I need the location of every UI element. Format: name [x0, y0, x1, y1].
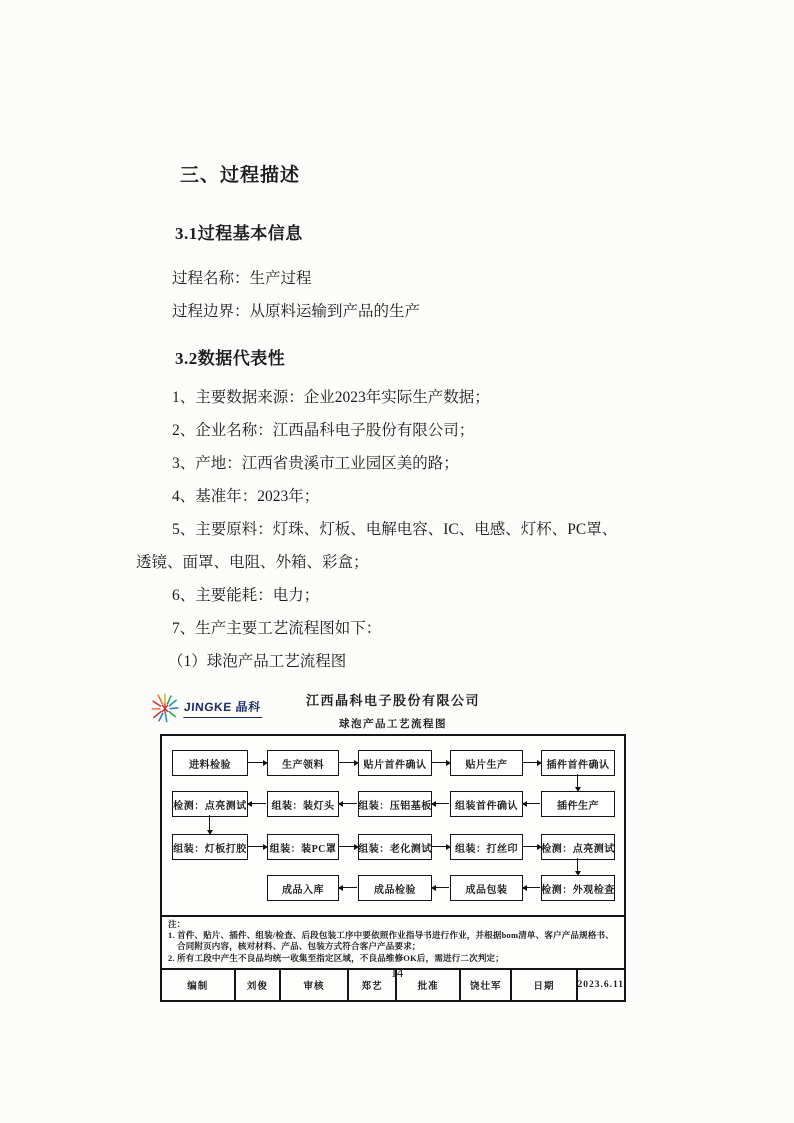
flow-step-material-requisition: 生产领料	[267, 750, 339, 776]
arrow-left-icon	[523, 800, 541, 808]
flow-step-assemble-lamp-cap: 组装：装灯头	[267, 791, 339, 817]
jingke-logo	[148, 690, 263, 726]
arrow-left-icon	[339, 800, 358, 808]
page-number: 14	[390, 966, 404, 980]
flow-step-dip-first-article: 插件首件确认	[541, 750, 615, 776]
process-flowchart	[160, 688, 626, 1002]
flow-step-smt-first-article: 贴片首件确认	[358, 750, 432, 776]
note-item-2: 2. 所有工段中产生不良品均统一收集至指定区域，不良品维修OK后，需进行二次判定；	[168, 952, 504, 963]
arrow-down-icon	[574, 776, 582, 791]
note-item-1: 1. 首件、贴片、插件、组装/检查、后段包装工序中要依照作业指导书进行作业，并根据bom清单、客户产品规格书、合同附页内容，核对材料、产品、包装方式符合客户产品要求；	[168, 930, 614, 952]
arrow-right-icon	[339, 843, 358, 851]
flowchart-grid	[162, 736, 624, 915]
flow-step-silk-printing: 组装：打丝印	[450, 834, 523, 860]
flow-step-packaging: 成品包装	[450, 875, 523, 901]
flow-step-assembly-first-article: 组装首件确认	[450, 791, 523, 817]
arrow-right-icon	[523, 759, 541, 767]
data-item-6: 6、主要能耗：电力；	[172, 587, 320, 604]
logo-wordmark: JINGKE 晶科	[183, 698, 263, 718]
flow-step-press-aluminum-board: 组装：压铝基板	[358, 791, 432, 817]
flow-step-smt-production: 贴片生产	[450, 750, 523, 776]
process-boundary-line: 过程边界：从原料运输到产品的生产	[172, 303, 421, 320]
flow-step-aging-test: 组装：老化测试	[358, 834, 432, 860]
sig-value-prepared-by: 刘俊	[234, 970, 280, 1000]
flow-step-lighting-test: 检测：点亮测试	[172, 791, 248, 817]
sig-value-reviewed-by: 郑艺	[347, 970, 395, 1000]
flow-step-board-gluing: 组装：灯板打胶	[172, 834, 248, 860]
flow-step-appearance-check: 检测：外观检查	[541, 875, 615, 901]
arrow-right-icon	[248, 759, 267, 767]
data-item-2: 2、企业名称：江西晶科电子股份有限公司；	[172, 422, 475, 439]
arrow-right-icon	[432, 843, 450, 851]
flow-step-assemble-pc-cover: 组装：装PC罩	[267, 834, 339, 860]
process-name-line: 过程名称：生产过程	[172, 270, 312, 287]
company-name: 江西晶科电子股份有限公司	[305, 693, 480, 708]
sub-item-1: （1）球泡产品工艺流程图	[168, 653, 347, 670]
document-body	[135, 160, 667, 1002]
arrow-right-icon	[248, 843, 267, 851]
data-item-4: 4、基准年：2023年；	[172, 488, 320, 505]
flowchart-notes	[162, 915, 624, 968]
arrow-down-icon	[206, 817, 214, 834]
sig-label-prepared-by: 编制	[187, 981, 209, 992]
data-item-7: 7、生产主要工艺流程图如下：	[172, 620, 382, 637]
data-item-3: 3、产地：江西省贵溪市工业园区美的路；	[172, 455, 459, 472]
flow-step-final-inspection: 成品检验	[358, 875, 432, 901]
notes-label: 注：	[168, 919, 186, 929]
chapter-title: 三、过程描述	[180, 165, 301, 186]
starburst-icon	[148, 690, 182, 726]
flow-step-dip-production: 插件生产	[541, 791, 615, 817]
sig-label-date: 日期	[510, 970, 575, 1000]
data-item-5: 5、主要原料：灯珠、灯板、电解电容、IC、电感、灯杯、PC罩、	[172, 521, 618, 538]
arrow-right-icon	[432, 759, 450, 767]
data-item-1: 1、主要数据来源：企业2023年实际生产数据；	[172, 389, 490, 406]
sig-label-approved-by: 批准	[395, 970, 459, 1000]
sig-label-reviewed-by: 审核	[279, 970, 347, 1000]
section-heading-3-1: 3.1过程基本信息	[175, 224, 303, 243]
flowchart-header	[160, 688, 626, 732]
arrow-left-icon	[432, 884, 450, 892]
arrow-left-icon	[432, 800, 450, 808]
flowchart-title: 球泡产品工艺流程图	[339, 719, 447, 730]
arrow-right-icon	[523, 843, 541, 851]
sig-value-approved-by: 饶壮军	[459, 970, 510, 1000]
arrow-left-icon	[339, 884, 358, 892]
flow-step-lighting-test-2: 检测：点亮测试	[541, 834, 615, 860]
flow-step-warehouse-in: 成品入库	[267, 875, 339, 901]
data-item-5-continued: 透镜、面罩、电阻、外箱、彩盒；	[136, 554, 369, 571]
arrow-left-icon	[248, 800, 267, 808]
sig-value-date: 2023.6.11	[576, 970, 624, 1000]
flow-step-incoming-inspection: 进料检验	[172, 750, 248, 776]
section-heading-3-2: 3.2数据代表性	[175, 349, 286, 368]
arrow-right-icon	[339, 759, 358, 767]
flowchart-frame	[160, 734, 626, 1002]
arrow-down-icon	[574, 860, 582, 875]
arrow-left-icon	[523, 884, 541, 892]
